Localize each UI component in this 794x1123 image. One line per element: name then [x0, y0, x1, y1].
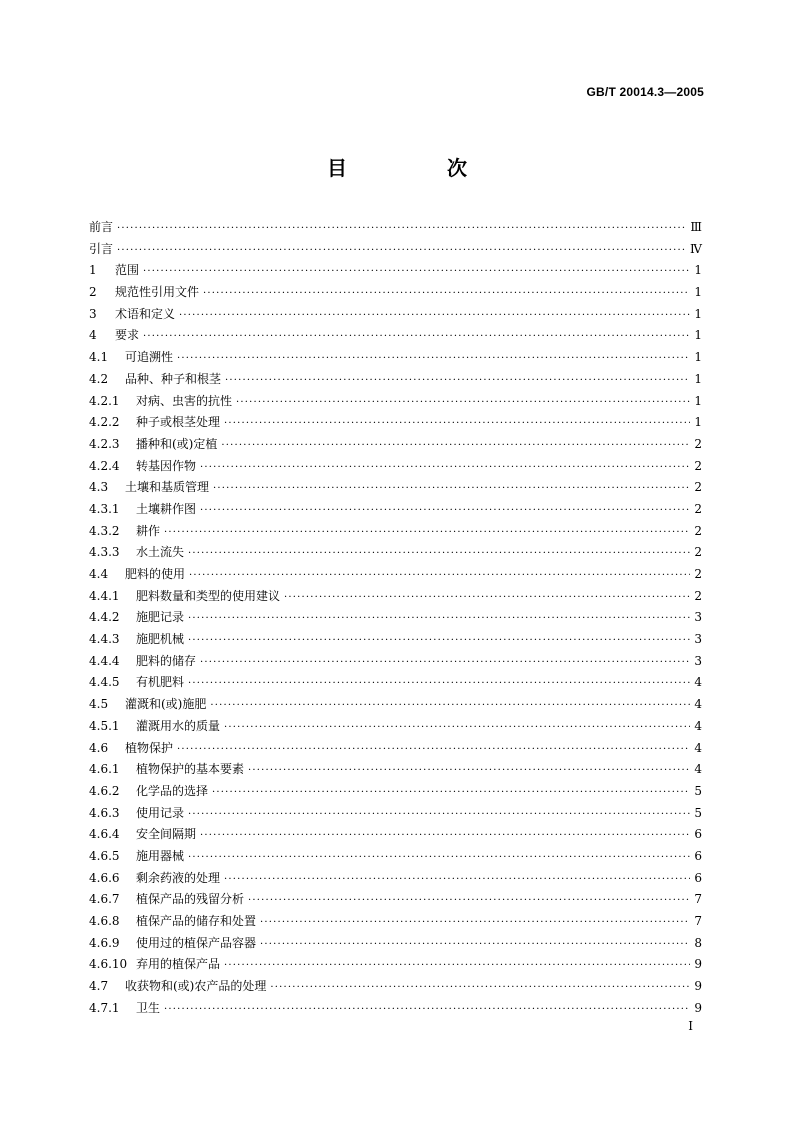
toc-entry[interactable]: [89, 694, 702, 716]
toc-entry-page: 1: [694, 285, 702, 300]
toc-entry[interactable]: [89, 824, 702, 846]
toc-entry-page: 2: [694, 523, 702, 538]
toc-dot-leader: [212, 782, 690, 804]
toc-entry[interactable]: [89, 564, 702, 586]
toc-entry-page: Ⅲ: [690, 220, 702, 234]
toc-dot-leader: [188, 608, 690, 630]
toc-entry-title: 灌溉和(或)施肥: [125, 697, 207, 712]
toc-dot-leader: [117, 218, 686, 240]
toc-entry-page: 2: [694, 501, 702, 516]
toc-dot-leader: [200, 500, 690, 522]
toc-entry[interactable]: [89, 217, 702, 239]
toc-entry-page: 4: [694, 762, 702, 777]
toc-dot-leader: [224, 869, 690, 891]
toc-entry-page: 2: [694, 458, 702, 473]
toc-entry-number: 4.1: [89, 350, 109, 365]
toc-entry-page: 1: [694, 306, 702, 321]
toc-entry[interactable]: [89, 976, 702, 998]
toc-entry-page: 2: [694, 588, 702, 603]
toc-entry[interactable]: [89, 239, 702, 261]
toc-entry-page: 6: [694, 870, 702, 885]
toc-entry-title: 品种、种子和根茎: [125, 371, 222, 386]
toc-dot-leader: [210, 695, 690, 717]
toc-dot-leader: [177, 739, 690, 761]
toc-entry-title: 耕作: [136, 523, 161, 538]
standard-code: GB/T 20014.3—2005: [586, 85, 704, 99]
toc-dot-leader: [177, 348, 690, 370]
toc-entry-page: 6: [694, 827, 702, 842]
toc-entry[interactable]: [89, 868, 702, 890]
toc-dot-leader: [117, 240, 686, 262]
toc-entry-page: Ⅳ: [690, 241, 702, 256]
toc-dot-leader: [164, 999, 690, 1021]
toc-entry[interactable]: [89, 347, 702, 369]
toc-entry-page: 1: [694, 328, 702, 343]
toc-entry-title: 有机肥料: [136, 675, 185, 690]
toc-entry[interactable]: [89, 846, 702, 868]
toc-entry-title: 要求: [115, 328, 140, 343]
toc-entry[interactable]: [89, 651, 702, 673]
toc-entry-page: 2: [694, 480, 702, 495]
toc-entry-number: 4.3: [89, 480, 109, 495]
toc-entry[interactable]: [89, 542, 702, 564]
toc-entry-page: 2: [694, 436, 702, 451]
toc-dot-leader: [188, 847, 690, 869]
toc-entry-title: 可追溯性: [125, 350, 174, 365]
toc-entry[interactable]: [89, 499, 702, 521]
toc-entry-page: 1: [694, 371, 702, 386]
toc-dot-leader: [143, 326, 690, 348]
toc-entry[interactable]: [89, 759, 702, 781]
toc-entry-number: 4.7: [89, 979, 109, 994]
table-of-contents: [89, 217, 702, 1019]
toc-entry[interactable]: [89, 889, 702, 911]
toc-entry-page: 4: [694, 697, 702, 712]
toc-entry-title: 植保产品的储存和处置: [136, 914, 257, 928]
toc-dot-leader: [284, 587, 690, 609]
toc-entry-number: 4.4.1: [89, 588, 120, 603]
toc-entry-title: 使用记录: [136, 805, 185, 820]
toc-entry-number: 4.2.4: [89, 458, 120, 473]
toc-entry[interactable]: [89, 260, 702, 282]
toc-entry[interactable]: [89, 477, 702, 499]
toc-entry-number: 4.4.2: [89, 610, 120, 625]
toc-dot-leader: [164, 522, 690, 544]
toc-entry-title: 收获物和(或)农产品的处理: [125, 979, 267, 994]
toc-entry-number: 4.2: [89, 371, 109, 386]
toc-entry-page: 1: [694, 263, 702, 278]
toc-entry[interactable]: [89, 738, 702, 760]
toc-entry-number: 4.4: [89, 567, 109, 581]
toc-dot-leader: [189, 565, 690, 587]
toc-entry-number: 4.3.1: [89, 501, 120, 516]
toc-dot-leader: [248, 760, 690, 782]
toc-entry-number: 4.6.10: [89, 957, 128, 972]
toc-entry[interactable]: [89, 672, 702, 694]
toc-entry[interactable]: [89, 391, 702, 413]
toc-entry-title: 范围: [115, 263, 140, 278]
toc-entry-number: 4.6.7: [89, 892, 120, 907]
toc-entry-number: 4.4.4: [89, 653, 120, 668]
toc-entry-number: 4.6.4: [89, 827, 120, 842]
toc-entry-title: 灌溉用水的质量: [136, 718, 221, 733]
page-title: 目 次: [327, 156, 507, 180]
toc-entry-page: 1: [694, 393, 702, 408]
toc-entry-number: 4.4.5: [89, 675, 120, 690]
page-number: I: [688, 1019, 693, 1033]
toc-entry[interactable]: [89, 629, 702, 651]
toc-entry-title: 水土流失: [136, 545, 185, 560]
toc-entry-number: 2: [89, 285, 97, 300]
toc-entry-page: 2: [694, 545, 702, 560]
toc-entry[interactable]: [89, 282, 702, 304]
toc-entry-number: 4.2.3: [89, 436, 120, 451]
toc-dot-leader: [225, 370, 690, 392]
toc-entry-title: 安全间隔期: [136, 827, 197, 842]
toc-entry-page: 8: [694, 935, 702, 950]
toc-entry-number: 4.3.2: [89, 523, 120, 538]
toc-entry-title: 植物保护: [125, 740, 174, 755]
toc-dot-leader: [224, 955, 690, 977]
toc-entry-number: 4.6.3: [89, 805, 120, 820]
toc-dot-leader: [221, 435, 690, 457]
toc-entry[interactable]: [89, 325, 702, 347]
toc-dot-leader: [224, 413, 690, 435]
toc-entry-number: 4.4.3: [89, 632, 120, 647]
toc-entry[interactable]: [89, 304, 702, 326]
toc-dot-leader: [200, 652, 690, 674]
toc-entry-title: 肥料数量和类型的使用建议: [136, 588, 281, 603]
toc-entry-title: 引言: [89, 241, 114, 256]
toc-dot-leader: [270, 977, 690, 999]
toc-entry-page: 6: [694, 848, 702, 863]
toc-entry-page: 9: [694, 1000, 702, 1015]
toc-dot-leader: [143, 261, 690, 283]
toc-entry-title: 剩余药液的处理: [136, 870, 221, 885]
toc-entry-page: 2: [694, 567, 702, 581]
toc-entry-number: 3: [89, 306, 97, 321]
toc-entry[interactable]: [89, 434, 702, 456]
toc-entry[interactable]: [89, 607, 702, 629]
toc-entry-number: 4.6.2: [89, 783, 120, 798]
toc-dot-leader: [200, 457, 690, 479]
toc-entry-number: 1: [89, 263, 97, 278]
toc-entry[interactable]: [89, 911, 702, 933]
toc-entry-title: 施肥机械: [136, 632, 185, 647]
toc-dot-leader: [188, 804, 690, 826]
toc-entry-title: 植保产品的残留分析: [136, 892, 245, 907]
toc-entry-page: 9: [694, 957, 702, 972]
toc-entry-title: 施肥记录: [136, 610, 185, 625]
toc-entry-title: 施用器械: [136, 848, 185, 863]
toc-entry-page: 4: [694, 718, 702, 733]
toc-entry[interactable]: [89, 521, 702, 543]
toc-entry-title: 种子或根茎处理: [136, 415, 221, 430]
toc-dot-leader: [236, 392, 690, 414]
toc-entry[interactable]: [89, 369, 702, 391]
toc-entry-page: 7: [694, 892, 702, 907]
toc-entry-title: 肥料的使用: [125, 567, 186, 581]
toc-dot-leader: [188, 543, 690, 565]
toc-dot-leader: [188, 630, 690, 652]
toc-entry-page: 4: [694, 675, 702, 690]
toc-entry[interactable]: [89, 781, 702, 803]
toc-entry-title: 卫生: [136, 1000, 161, 1015]
toc-dot-leader: [260, 934, 690, 956]
toc-entry-number: 4.6.6: [89, 870, 120, 885]
toc-entry-number: 4.6.9: [89, 935, 120, 950]
toc-entry-title: 转基因作物: [136, 458, 197, 473]
toc-entry[interactable]: [89, 456, 702, 478]
toc-entry-title: 术语和定义: [115, 306, 176, 321]
toc-entry[interactable]: [89, 803, 702, 825]
toc-entry[interactable]: [89, 716, 702, 738]
toc-entry-title: 肥料的储存: [136, 653, 197, 668]
toc-entry-number: 4.5.1: [89, 718, 120, 733]
toc-entry[interactable]: [89, 998, 702, 1020]
toc-dot-leader: [248, 890, 690, 912]
toc-dot-leader: [200, 825, 690, 847]
toc-entry-page: 3: [694, 653, 702, 668]
toc-entry-title: 化学品的选择: [136, 783, 209, 798]
toc-entry[interactable]: [89, 933, 702, 955]
toc-entry[interactable]: [89, 586, 702, 608]
toc-entry-title: 弃用的植保产品: [136, 957, 221, 972]
toc-entry-title: 规范性引用文件: [115, 285, 200, 300]
toc-entry-title: 植物保护的基本要素: [136, 762, 245, 777]
toc-entry[interactable]: [89, 954, 702, 976]
toc-entry-number: 4.5: [89, 697, 109, 712]
toc-entry-title: 前言: [89, 220, 114, 234]
toc-entry-page: 9: [694, 979, 702, 994]
toc-entry-page: 3: [694, 632, 702, 647]
toc-dot-leader: [188, 673, 690, 695]
toc-entry-page: 1: [694, 415, 702, 430]
toc-entry-number: 4.2.1: [89, 393, 120, 408]
toc-dot-leader: [224, 717, 690, 739]
toc-dot-leader: [179, 305, 690, 327]
toc-dot-leader: [213, 478, 690, 500]
toc-entry-page: 3: [694, 610, 702, 625]
toc-entry[interactable]: [89, 412, 702, 434]
toc-entry-page: 1: [694, 350, 702, 365]
toc-entry-title: 播种和(或)定植: [136, 436, 218, 451]
toc-entry-number: 4: [89, 328, 97, 343]
toc-entry-number: 4.7.1: [89, 1000, 120, 1015]
toc-dot-leader: [260, 912, 690, 934]
toc-entry-page: 4: [694, 740, 702, 755]
toc-entry-number: 4.6.1: [89, 762, 120, 777]
toc-entry-page: 7: [694, 914, 702, 928]
toc-entry-title: 使用过的植保产品容器: [136, 935, 257, 950]
toc-dot-leader: [203, 283, 690, 305]
toc-entry-number: 4.6.8: [89, 914, 120, 928]
toc-entry-page: 5: [694, 805, 702, 820]
toc-entry-title: 土壤耕作图: [136, 501, 197, 516]
toc-entry-number: 4.2.2: [89, 415, 120, 430]
toc-entry-number: 4.6.5: [89, 848, 120, 863]
toc-entry-title: 土壤和基质管理: [125, 480, 210, 495]
toc-entry-title: 对病、虫害的抗性: [136, 393, 233, 408]
toc-entry-page: 5: [694, 783, 702, 798]
toc-entry-number: 4.3.3: [89, 545, 120, 560]
toc-entry-number: 4.6: [89, 740, 109, 755]
